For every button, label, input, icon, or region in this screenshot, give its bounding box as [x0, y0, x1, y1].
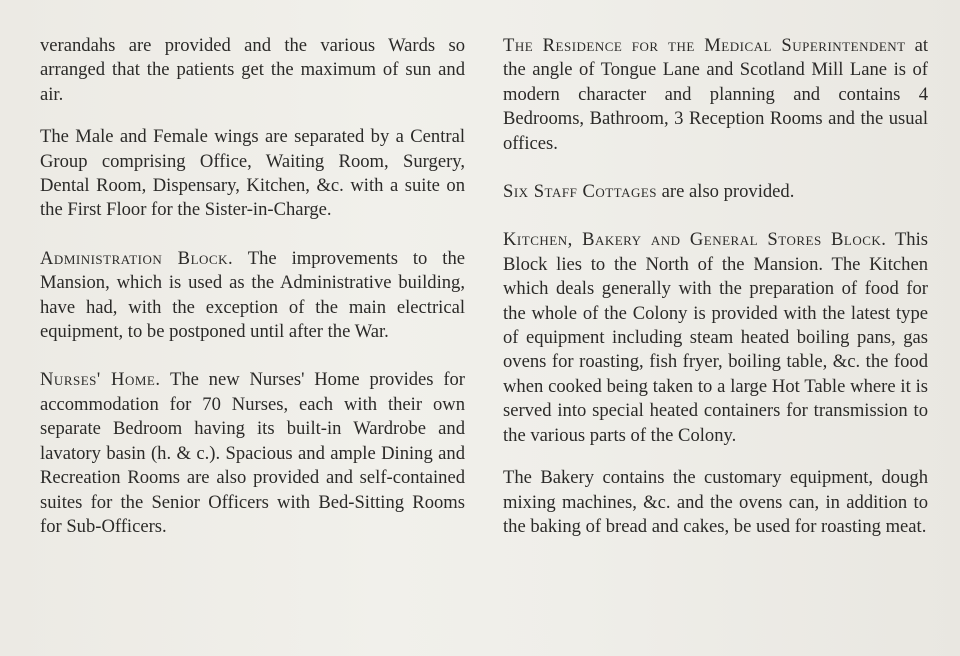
- section-heading-nurses-home: Nurses' Home.: [40, 369, 161, 391]
- paragraph-wings: [40, 125, 465, 223]
- paragraph-text: are also provided.: [657, 181, 795, 203]
- paragraph-text: The Bakery contains the customary equipment, dough mixing machines, &c. and the ovens can, in addition to the baking of bread and cakes, be used for roasting meat.: [503, 467, 928, 537]
- paragraph-text: The Male and Female wings are separated by a Central Group comprising Office, Waiting Room, Surgery, Dental Room, Dispensary, Kitchen, &c. with a suite on the First Floor for the Sister-in-Charge.: [40, 126, 465, 221]
- paragraph-residence: [503, 34, 928, 156]
- section-heading-kitchen-block: Kitchen, Bakery and General Stores Block.: [503, 229, 887, 251]
- right-column: [503, 34, 928, 557]
- section-heading-staff-cottages: Six Staff Cottages: [503, 181, 658, 203]
- paragraph-kitchen-block: [503, 228, 928, 448]
- section-heading-administration: Administration Block.: [40, 247, 234, 269]
- paragraph-nurses-home: [40, 368, 465, 539]
- paragraph-administration: [40, 247, 465, 345]
- paragraph-text: The new Nurses' Home provides for accommodation for 70 Nurses, each with their own separate Bedroom having its built-in Wardrobe and lavatory basin (h. & c.). Spacious and ample Dining and Recreation Rooms are also provided and self-contained suites for the Senior Officers with Bed-Sitting Rooms for Sub-Officers.: [40, 369, 465, 537]
- paragraph-text: The improvements to the Mansion, which is used as the Administrative building, have had, with the exception of the main electrical equipment, to be postponed until after the War.: [40, 247, 465, 343]
- paragraph-bakery: [503, 466, 928, 539]
- paragraph-text: at the angle of Tongue Lane and Scotland Mill Lane is of modern character and planning and contains 4 Bedrooms, Bathroom, 3 Reception Rooms and the usual offices.: [503, 35, 928, 154]
- paragraph-text: This Block lies to the North of the Mansion. The Kitchen which deals generally with the preparation of food for the whole of the Colony is provided with the latest type of equipment including steam heated boiling pans, gas ovens for roasting, fish fryer, boiling table, &c. the food when cooked being taken to a large Hot Table where it is served into special heated containers for transmission to the various parts of the Colony.: [503, 229, 929, 446]
- section-heading-residence: The Residence for the Medical Superintendent: [503, 35, 906, 56]
- paragraph-verandahs: [40, 34, 465, 107]
- paragraph-text: verandahs are provided and the various Wards so arranged that the patients get the maximum of sun and air.: [40, 35, 465, 105]
- paragraph-staff-cottages: [503, 180, 928, 204]
- left-column: [40, 34, 465, 557]
